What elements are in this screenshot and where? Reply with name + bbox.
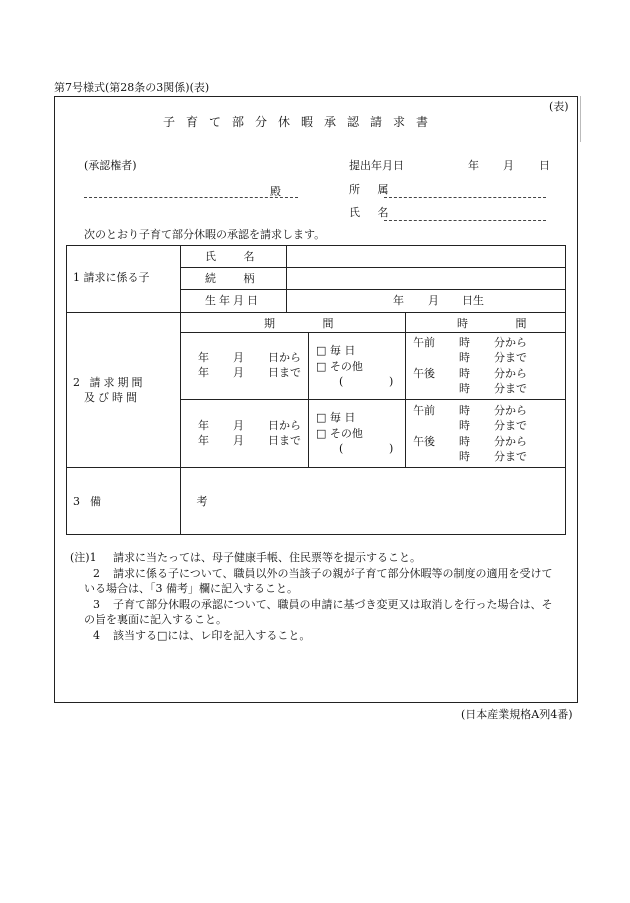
child-name-label: 氏 名 [205, 250, 267, 263]
request-sentence: 次のとおり子育て部分休暇の承認を請求します。 [84, 228, 326, 241]
note-3-line2: の旨を裏面に記入すること。 [84, 613, 227, 626]
b1-to-day[interactable]: 日まで [268, 366, 301, 379]
b2-to-year[interactable]: 年 [198, 434, 209, 447]
note-2-num: 2 [93, 567, 100, 580]
note-3-num: 3 [93, 598, 100, 611]
affiliation-label: 所 属 [349, 183, 396, 196]
b2-hour[interactable]: 時 [459, 419, 470, 432]
b2-paren-close: ) [389, 442, 394, 455]
b1-pm-label: 午後 [413, 367, 435, 380]
s2-block-divider [180, 399, 565, 400]
b2-to-day[interactable]: 日まで [268, 434, 301, 447]
note-2-line1: 請求に係る子について、職員以外の当該子の親が子育て部分休暇等の制度の適用を受けて [113, 567, 553, 580]
b2-am-label: 午前 [413, 404, 435, 417]
b1-to-month[interactable]: 月 [233, 366, 244, 379]
date-label: 提出年月日 [349, 159, 404, 172]
s2-bottom-divider [66, 467, 565, 468]
remarks-field[interactable] [182, 470, 562, 532]
b1-hour[interactable]: 時 [459, 367, 470, 380]
note-2-line2: いる場合は、「3 備考」欄に記入すること。 [84, 582, 298, 595]
affiliation-line[interactable] [384, 197, 546, 198]
authority-label: (承認権者) [84, 159, 137, 172]
b1-hour[interactable]: 時 [459, 351, 470, 364]
s1-column-divider [286, 245, 287, 312]
honorific: 殿 [270, 185, 281, 198]
b1-hour[interactable]: 時 [459, 336, 470, 349]
s2-time-divider [405, 312, 406, 467]
name-line[interactable] [384, 220, 546, 221]
b1-minute[interactable]: 分まで [494, 382, 527, 395]
paper-size-note: (日本産業規格A列4番) [461, 708, 573, 721]
b1-am-label: 午前 [413, 336, 435, 349]
b2-from-day[interactable]: 日から [268, 419, 301, 432]
b2-hour[interactable]: 時 [459, 450, 470, 463]
date-month[interactable]: 月 [503, 159, 514, 172]
b2-opt-other-checkbox[interactable]: □ その他 [316, 427, 363, 440]
b1-paren-close: ) [389, 375, 394, 388]
table-left-border [66, 245, 67, 535]
b2-from-month[interactable]: 月 [233, 419, 244, 432]
child-relation-label: 続 柄 [205, 272, 267, 285]
b2-hour[interactable]: 時 [459, 435, 470, 448]
b2-pm-label: 午後 [413, 435, 435, 448]
form-number: 第7号様式(第28条の3関係)(表) [54, 81, 210, 94]
b1-paren-open: ( [339, 375, 344, 388]
note-4-num: 4 [93, 629, 100, 642]
date-year[interactable]: 年 [468, 159, 479, 172]
s2-header-divider [180, 332, 565, 333]
authority-line[interactable] [84, 197, 298, 198]
table-right-border [565, 245, 566, 535]
b1-from-year[interactable]: 年 [198, 351, 209, 364]
date-day[interactable]: 日 [539, 159, 550, 172]
b2-minute[interactable]: 分まで [494, 419, 527, 432]
table-top-border [66, 245, 565, 246]
b1-minute[interactable]: 分から [494, 336, 527, 349]
b2-minute[interactable]: 分から [494, 435, 527, 448]
birth-year[interactable]: 年 [393, 294, 404, 307]
b2-hour[interactable]: 時 [459, 404, 470, 417]
section3-num: 3 [73, 495, 80, 508]
section2-label-line1: 2 請求期間 [73, 376, 146, 389]
period-header: 期 間 [264, 317, 356, 330]
b1-from-day[interactable]: 日から [268, 351, 301, 364]
b1-minute[interactable]: 分まで [494, 351, 527, 364]
b1-opt-daily-checkbox[interactable]: □ 毎 日 [316, 344, 356, 357]
b2-opt-daily-checkbox[interactable]: □ 毎 日 [316, 411, 356, 424]
b2-to-month[interactable]: 月 [233, 434, 244, 447]
note-3-line1: 子育て部分休暇の承認について、職員の申請に基づき変更又は取消しを行った場合は、そ [113, 598, 553, 611]
child-birth-label: 生年月日 [205, 294, 261, 307]
b2-minute[interactable]: 分まで [494, 450, 527, 463]
note-1: 請求に当たっては、母子健康手帳、住民票等を提示すること。 [113, 551, 421, 564]
birth-month[interactable]: 月 [428, 294, 439, 307]
s1-row-divider [180, 267, 565, 268]
s1-bottom-divider [66, 312, 565, 313]
b1-opt-other-checkbox[interactable]: □ その他 [316, 360, 363, 373]
b1-hour[interactable]: 時 [459, 382, 470, 395]
b2-minute[interactable]: 分から [494, 404, 527, 417]
b1-from-month[interactable]: 月 [233, 351, 244, 364]
form-title: 子育て部分休暇承認請求書 [163, 115, 440, 129]
name-label: 氏 名 [349, 206, 396, 219]
note-4: 該当する□には、レ印を記入すること。 [113, 629, 311, 642]
b2-from-year[interactable]: 年 [198, 419, 209, 432]
s1-row-divider [180, 289, 565, 290]
section3-label: 備 考 [90, 495, 254, 508]
table-bottom-border [66, 534, 566, 535]
birth-day[interactable]: 日生 [462, 294, 484, 307]
b1-to-year[interactable]: 年 [198, 366, 209, 379]
b2-paren-open: ( [339, 442, 344, 455]
section1-label: 1 請求に係る子 [73, 271, 150, 284]
b1-minute[interactable]: 分から [494, 367, 527, 380]
notes-prefix: (注)1 [70, 551, 97, 564]
time-header: 時 間 [457, 317, 549, 330]
frame-edge-artifact [580, 96, 581, 142]
section2-label-line2: 及び時間 [84, 391, 140, 404]
front-label: (表) [549, 100, 569, 113]
